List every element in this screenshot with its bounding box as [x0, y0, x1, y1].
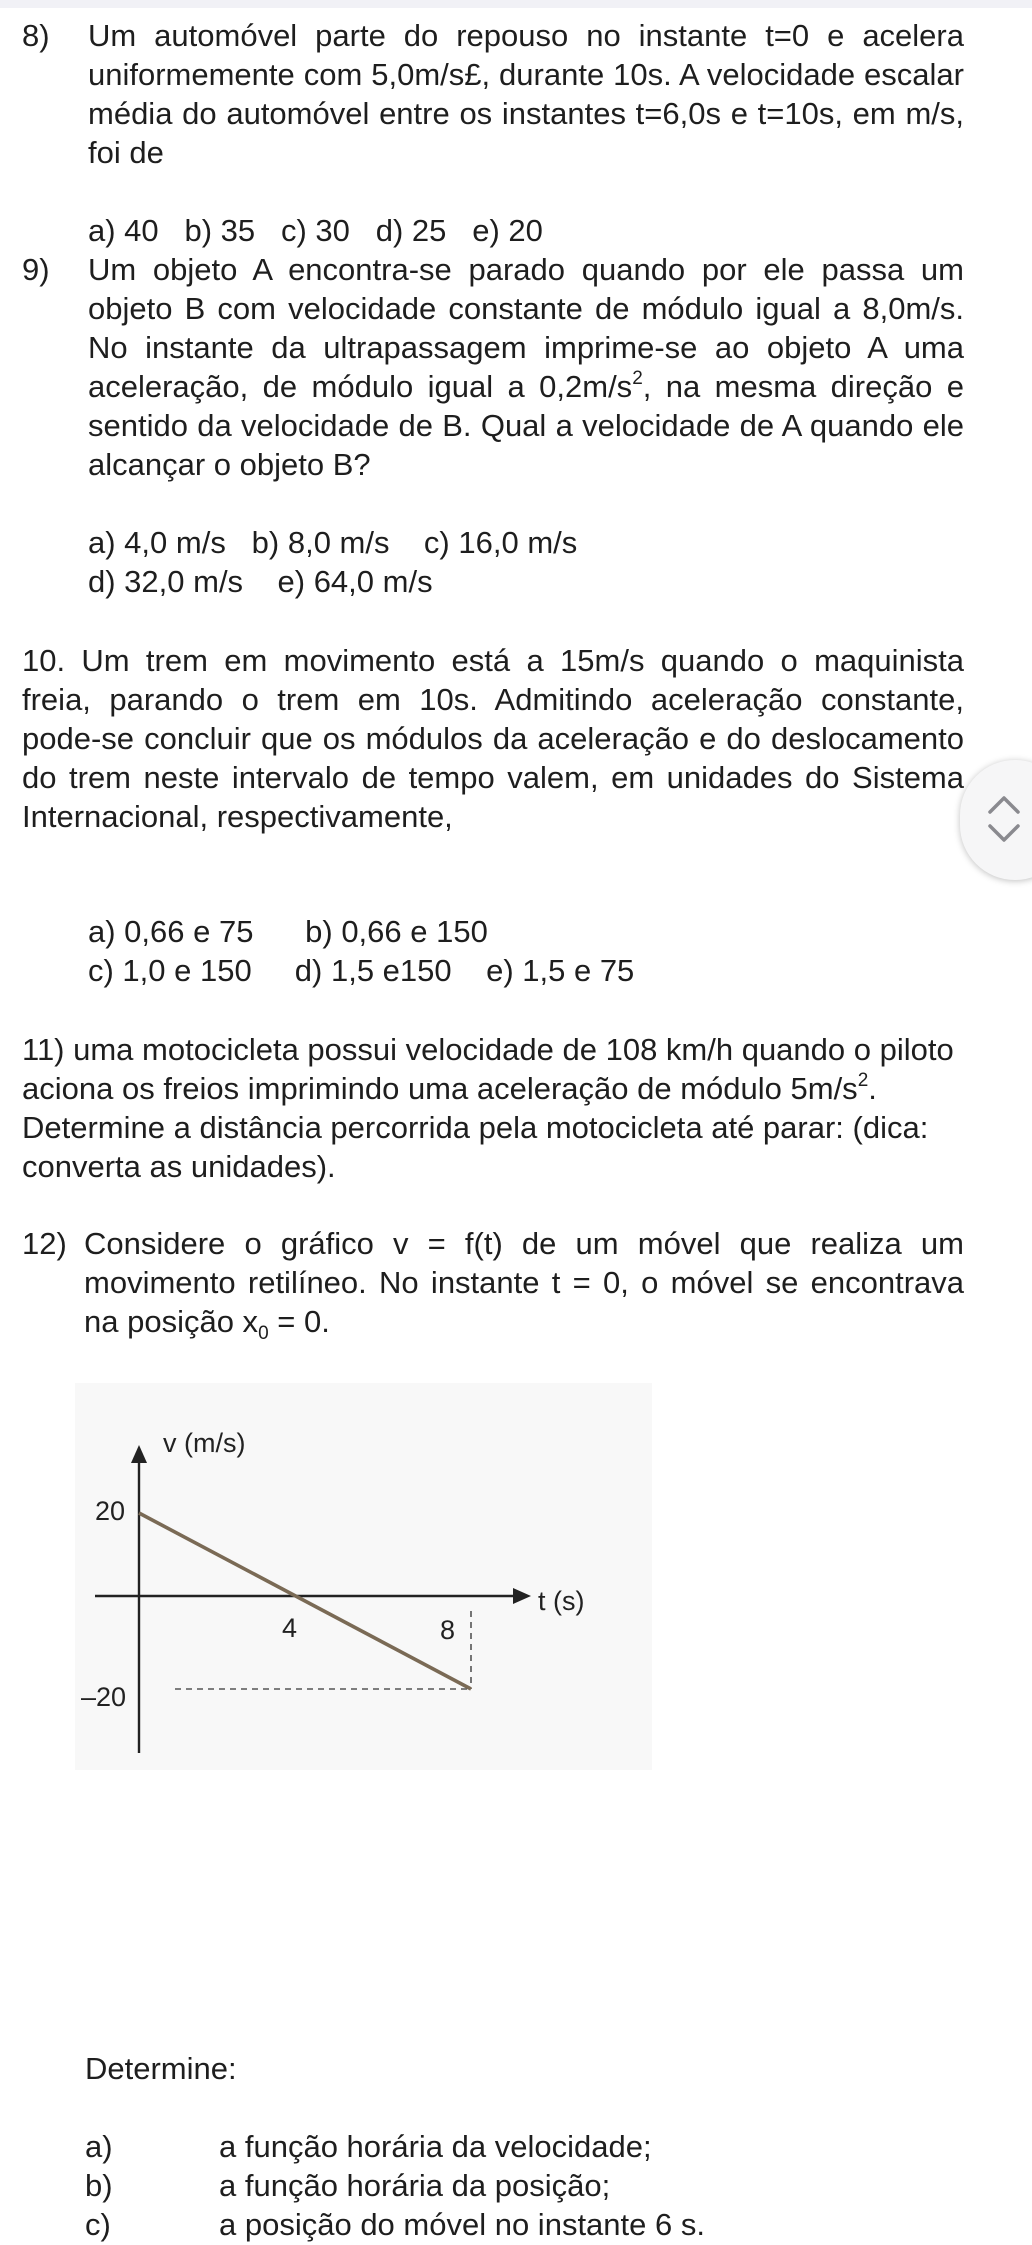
velocity-time-graph	[75, 1383, 652, 1770]
item-b-text: a função horária da posição;	[219, 2168, 611, 2203]
question-9-text: Um objeto A encontra-se parado quando por ele passa um objeto B com velocidade constante de módulo igual a 8,0m/s. No instante da ultrapassagem imprime-se ao objeto A uma aceleração, de módulo igual a $0,2m/s^2$, na mesma direção e sentido da velocidade de B. Qual a velocidade de A quando ele alcançar o objeto B?	[88, 252, 964, 482]
question-9-options-line1: a) 4,0 m/s b) 8,0 m/s c) 16,0 m/s	[88, 525, 578, 560]
question-9	[22, 250, 964, 484]
scroll-widget[interactable]	[960, 760, 1032, 880]
velocity-time-graph-svg	[75, 1383, 652, 1770]
item-a-letter: a)	[85, 2129, 113, 2164]
y-tick-label-20: 20	[95, 1496, 126, 1526]
y-axis-arrow	[131, 1445, 147, 1463]
question-8-options: a) 40 b) 35 c) 30 d) 25 e) 20	[88, 213, 543, 248]
question-12-text: Considere o gráfico v = f(t) de um móvel que realiza um movimento retilíneo. No instante t = 0, o móvel se encontrava na posição $x_0 = 0$.	[84, 1226, 964, 1344]
question-11-text: 11) uma motocicleta possui velocidade de 108 km/h quando o piloto aciona os freios imprimindo uma aceleração de módulo $5m/s^2$. Determine a distância percorrida pela motocicleta até parar: (dica: converta as unidades).	[22, 1032, 954, 1184]
chevron-up-down-icon	[984, 788, 1024, 850]
x-axis-label: t (s)	[538, 1586, 585, 1616]
y-tick-label-minus-20: –20	[81, 1682, 127, 1712]
question-10-options-line1: a) 0,66 e 75 b) 0,66 e 150	[88, 914, 488, 949]
item-b-letter: b)	[85, 2168, 113, 2203]
top-strip	[0, 0, 1032, 8]
question-12-number: 12)	[22, 1226, 67, 1261]
question-9-options-line2: d) 32,0 m/s e) 64,0 m/s	[88, 564, 433, 599]
question-8	[22, 16, 964, 172]
velocity-line	[139, 1513, 471, 1689]
question-8-text: Um automóvel parte do repouso no instante t=0 e acelera uniformemente com 5,0m/s£, durante 10s. A velocidade escalar média do automóvel entre os instantes t=6,0s e t=10s, em m/s, foi de	[88, 18, 964, 170]
question-11	[22, 1030, 964, 1186]
x-axis-arrow	[513, 1588, 531, 1604]
question-10	[22, 641, 964, 836]
y-axis-label: v (m/s)	[163, 1428, 246, 1458]
question-9-number: 9)	[22, 252, 50, 287]
x-tick-label-8: 8	[440, 1615, 456, 1645]
item-c-text: a posição do móvel no instante 6 s.	[219, 2207, 705, 2242]
question-10-text: 10. Um trem em movimento está a 15m/s quando o maquinista freia, parando o trem em 10s. Admitindo aceleração constante, pode-se concluir que os módulos da aceleração e do deslocamento do trem neste intervalo de tempo valem, em unidades do Sistema Internacional, respectivamente,	[22, 643, 964, 834]
question-8-number: 8)	[22, 18, 50, 53]
item-c-letter: c)	[85, 2207, 111, 2242]
x-tick-label-4: 4	[282, 1613, 298, 1643]
item-a-text: a função horária da velocidade;	[219, 2129, 652, 2164]
determine-label: Determine:	[85, 2051, 237, 2086]
question-10-options-line2: c) 1,0 e 150 d) 1,5 e150 e) 1,5 e 75	[88, 953, 635, 988]
question-12	[22, 1224, 964, 1344]
